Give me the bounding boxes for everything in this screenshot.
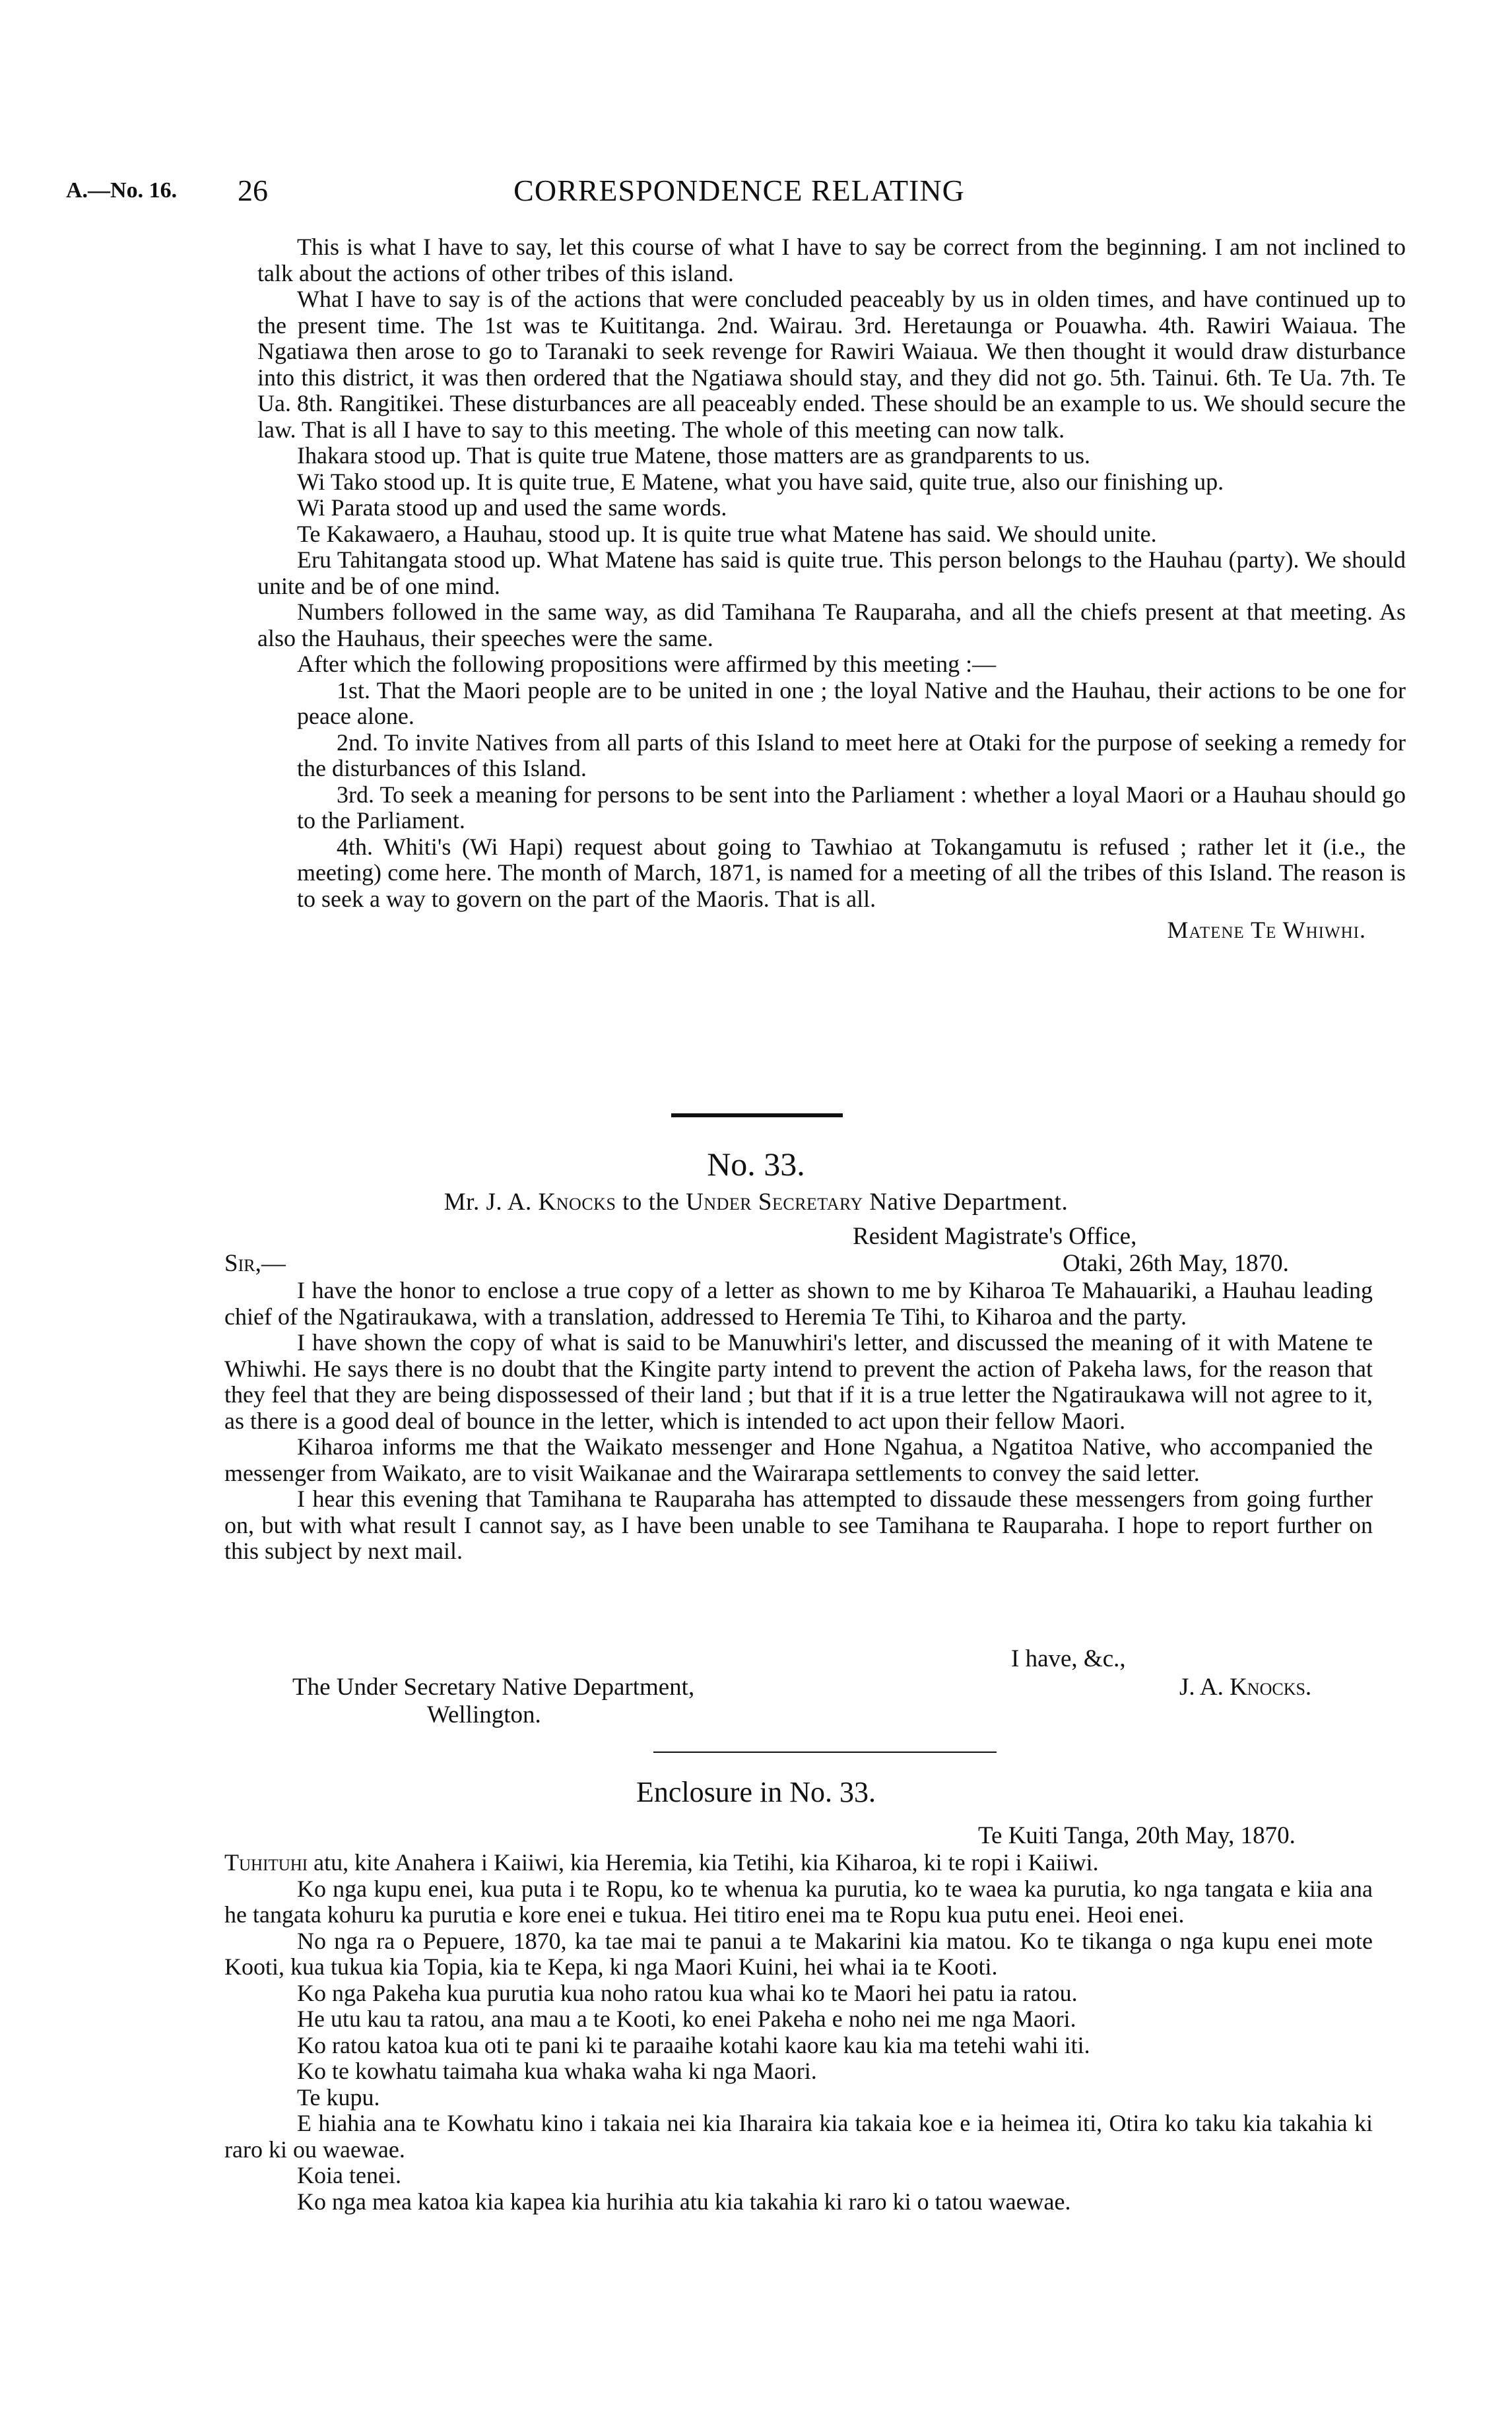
paragraph: E hiahia ana te Kowhatu kino i takaia nei kia Iharaira kia takaia koe e ia heimea iti, Otira ko taku kia takahia ki raro ki ou waewae.: [224, 2110, 1373, 2163]
enclosure-opening-rest: atu, kite Anahera i Kaiiwi, kia Heremia, kia Tetihi, kia Kiharoa, ki te ropi i Kaiiwi.: [308, 1849, 1099, 1876]
paragraph: Ko nga Pakeha kua purutia kua noho ratou kua whai ko te Maori hei patu ia ratou.: [297, 1979, 1078, 2006]
addressee-line-2: Wellington.: [427, 1701, 541, 1728]
letter-to-name: Under Secretary: [686, 1189, 863, 1216]
paragraph: I hear this evening that Tamihana te Rauparaha has attempted to dissaude these messengers from going further on, but with what result I cannot say, as I have been unable to see Tamihana te Rauparaha. I hope to report further on this subject by next mail.: [224, 1486, 1373, 1564]
running-head: [66, 173, 1412, 213]
paragraph: Wi Parata stood up and used the same words.: [297, 494, 727, 521]
paragraph: What I have to say is of the actions that were concluded peaceably by us in olden times, and have continued up to the present time. The 1st was te Kuititanga. 2nd. Wairau. 3rd. Heretaunga or Pouawha. 4th. Rawiri Waiaua. The Ngatiawa then arose to go to Taranaki to seek revenge for Rawiri Waiaua. We then thought it would draw disturbance into this district, it was then ordered that the Ngatiawa should stay, and they did not go. 5th. Tainui. 6th. Te Ua. 7th. Te Ua. 8th. Rangitikei. These disturbances are all peaceably ended. These should be an example to us. We should secure the law. That is all I have to say to this meeting. The whole of this meeting can now talk.: [257, 286, 1406, 443]
paragraph: Te Kakawaero, a Hauhau, stood up. It is quite true what Matene has said. We should unite.: [297, 520, 1157, 547]
paragraph: Eru Tahitangata stood up. What Matene has said is quite true. This person belongs to the Hauhau (party). We should unite and be of one mind.: [257, 546, 1406, 599]
addressee-line-1: The Under Secretary Native Department,: [292, 1674, 695, 1701]
paragraph: Ko nga kupu enei, kua puta i te Ropu, ko te whenua ka purutia, ko te waea ka purutia, ko nga tangata e kiia ana he tangata kohuru ka purutia e kore enei e tukua. Hei titiro enei ma te Ropu kua putu enei. Heoi enei.: [224, 1875, 1373, 1928]
document-reference: A.—No. 16.: [66, 178, 178, 203]
enclosure-heading: Enclosure in No. 33.: [636, 1776, 876, 1808]
paragraph: Ko te kowhatu taimaha kua whaka waha ki nga Maori.: [297, 2058, 817, 2084]
letter-to-word: to the: [622, 1189, 680, 1216]
letter-body: [224, 1278, 1373, 1565]
letter-to-dept: Native Department.: [869, 1189, 1068, 1216]
paragraph: I have shown the copy of what is said to be Manuwhiri's letter, and discussed the meaning of it with Matene te Whiwhi. He says there is no doubt that the Kingite party intend to prevent the action of Pakeha laws, for the reason that they feel that they are being dispossessed of their land ; but that if it is a true letter the Ngatiraukawa will not agree to it, as there is a good deal of bounce in the letter, which is intended to act upon their fellow Maori.: [224, 1329, 1373, 1434]
enclosure-opening-word: Tuhituhi: [224, 1849, 308, 1876]
closing: I have, &c.,: [1011, 1645, 1126, 1672]
letter-title: [0, 1188, 1512, 1216]
proposition: 1st. That the Maori people are to be united in one ; the loyal Native and the Hauhau, their actions to be one for peace alone.: [297, 676, 1406, 729]
paragraph: Wi Tako stood up. It is quite true, E Matene, what you have said, quite true, also our finishing up.: [297, 468, 1224, 495]
paragraph: Koia tenei.: [297, 2162, 401, 2188]
paragraph: He utu kau ta ratou, ana mau a te Kooti, ko enei Pakeha e noho nei me nga Maori.: [297, 2006, 1076, 2032]
paragraph: Te kupu.: [297, 2083, 380, 2111]
salutation: Sir,—: [224, 1250, 286, 1277]
paragraph: This is what I have to say, let this course of what I have to say be correct from the beginning. I am not inclined to talk about the actions of other tribes of this island.: [257, 234, 1406, 286]
paragraph: Ko nga mea katoa kia kapea kia hurihia atu kia takahia ki raro ki o tatou waewae.: [297, 2188, 1071, 2215]
paragraph: After which the following propositions were affirmed by this meeting :—: [297, 651, 997, 677]
letter-number: No. 33.: [707, 1146, 805, 1183]
paragraph: Numbers followed in the same way, as did Tamihana Te Rauparaha, and all the chiefs present at that meeting. As also the Hauhaus, their speeches were the same.: [257, 599, 1406, 651]
enclosure-place-date: Te Kuiti Tanga, 20th May, 1870.: [978, 1822, 1296, 1849]
letter-place-date: Otaki, 26th May, 1870.: [1063, 1250, 1289, 1277]
paragraph: Ko ratou katoa kua oti te pani ki te paraaihe kotahi kaore kau kia ma tetehi wahi iti.: [297, 2031, 1090, 2058]
signature-knocks: J. A. Knocks.: [1179, 1674, 1312, 1701]
letter-from-name: Knocks: [538, 1189, 616, 1216]
enclosure-body: [224, 1850, 1373, 2215]
signature-matene: Matene Te Whiwhi.: [1167, 917, 1366, 943]
section-minutes: [257, 234, 1406, 944]
paragraph: Ihakara stood up. That is quite true Matene, those matters are as grandparents to us.: [297, 442, 1090, 469]
section-divider: [671, 1113, 843, 1117]
office-address: Resident Magistrate's Office,: [853, 1223, 1137, 1250]
paragraph: Kiharoa informs me that the Waikato messenger and Hone Ngahua, a Ngatitoa Native, who accompanied the messenger from Waikato, are to visit Waikanae and the Wairarapa settlements to convey the said letter.: [224, 1433, 1373, 1486]
paragraph: No nga ra o Pepuere, 1870, ka tae mai te panui a te Makarini kia matou. Ko te tikanga o nga kupu enei mote Kooti, kua tukua kia Topia, kia te Kepa, ki nga Maori Kuini, hei whai ia te Kooti.: [224, 1927, 1373, 1980]
enclosure-opening: [224, 1850, 1373, 1876]
enclosure-divider: [653, 1752, 997, 1753]
letter-from-prefix: Mr. J. A.: [444, 1189, 532, 1216]
page-number: 26: [238, 174, 268, 207]
proposition: 2nd. To invite Natives from all parts of this Island to meet here at Otaki for the purpose of seeking a remedy for the disturbances of this Island.: [297, 729, 1406, 781]
proposition: 3rd. To seek a meaning for persons to be sent into the Parliament : whether a loyal Maori or a Hauhau should go to the Parliament.: [297, 781, 1406, 834]
running-title: CORRESPONDENCE RELATING: [513, 174, 965, 207]
paragraph: I have the honor to enclose a true copy of a letter as shown to me by Kiharoa Te Mahauariki, a Hauhau leading chief of the Ngatiraukawa, with a translation, addressed to Heremia Te Tihi, to Kiharoa and the party.: [224, 1277, 1373, 1330]
proposition: 4th. Whiti's (Wi Hapi) request about going to Tawhiao at Tokangamutu is refused ; rather let it (i.e., the meeting) come here. The month of March, 1871, is named for a meeting of all the tribes of this Island. The reason is to seek a way to govern on the part of the Maoris. That is all.: [297, 833, 1406, 912]
